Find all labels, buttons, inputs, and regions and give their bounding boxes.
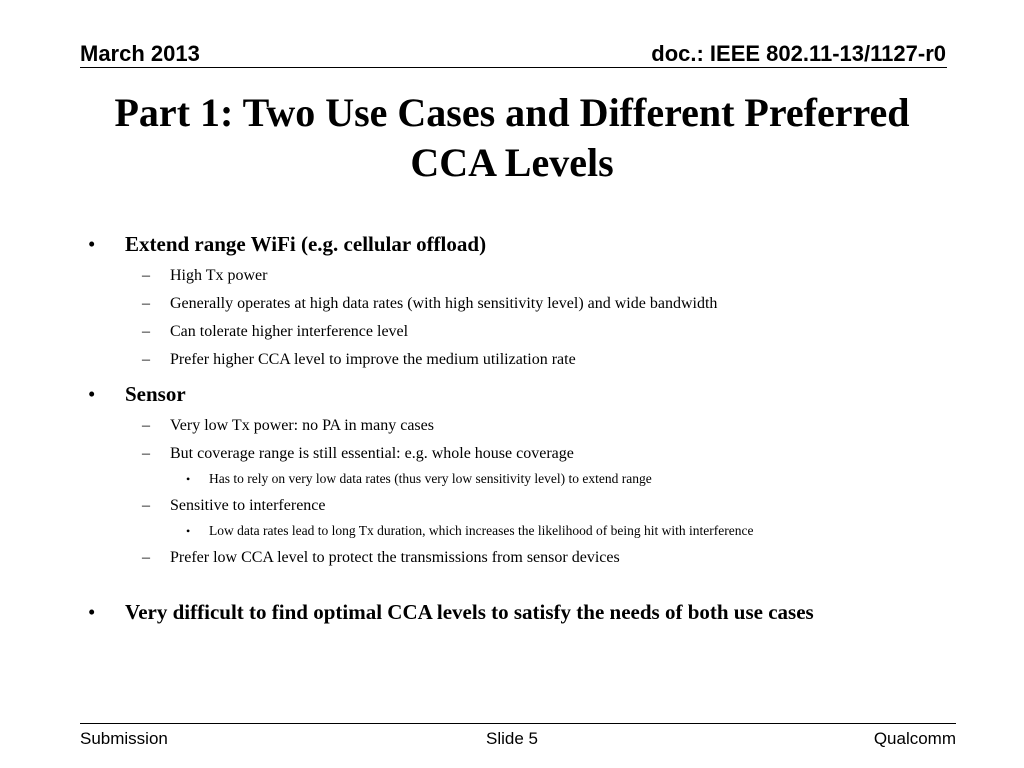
sub-bullet-text: But coverage range is still essential: e.g. whole house coverage [170, 445, 574, 462]
small-bullet-marker: • [186, 524, 191, 538]
sub-sub-bullet-text: Has to rely on very low data rates (thus very low sensitivity level) to extend range [209, 471, 652, 486]
slide-title: Part 1: Two Use Cases and Different Preferred CCA Levels [114, 90, 910, 185]
sub-bullet [88, 350, 988, 370]
sub-bullet [88, 322, 988, 342]
dash-marker: – [142, 295, 150, 312]
sub-bullet-text: Prefer low CCA level to protect the transmissions from sensor devices [170, 549, 620, 566]
header-date: March 2013 [80, 41, 200, 66]
sub-bullet [88, 496, 988, 516]
bullet-extend-range-wifi [88, 230, 988, 258]
sub-bullet [88, 444, 988, 464]
bullet-sensor [88, 380, 988, 408]
dash-marker: – [142, 323, 150, 340]
bullet-conclusion [88, 598, 988, 626]
slide-body [88, 230, 988, 626]
dash-marker: – [142, 417, 150, 434]
dash-marker: – [142, 351, 150, 368]
sub-bullet [88, 294, 988, 314]
bullet-text: Extend range WiFi (e.g. cellular offload) [125, 232, 487, 256]
sub-bullet [88, 548, 988, 568]
sub-bullet-text: Very low Tx power: no PA in many cases [170, 417, 434, 434]
sub-bullet-text: Generally operates at high data rates (with high sensitivity level) and wide bandwidth [170, 295, 718, 312]
header-doc-id: doc.: IEEE 802.11-13/1127-r0 [651, 41, 946, 66]
sub-bullet [88, 416, 988, 436]
footer-submission: Submission [80, 729, 168, 748]
footer-slide-number: Slide 5 [486, 729, 538, 748]
dash-marker: – [142, 267, 150, 284]
header-divider [80, 67, 947, 68]
small-bullet-marker: • [186, 472, 191, 486]
sub-bullet-text: High Tx power [170, 267, 268, 284]
dash-marker: – [142, 497, 150, 514]
bullet-marker: • [88, 232, 96, 256]
bullet-text: Very difficult to find optimal CCA levels to satisfy the needs of both use cases [125, 600, 814, 624]
sub-bullet [88, 266, 988, 286]
sub-sub-bullet [88, 522, 988, 540]
bullet-text: Sensor [125, 382, 186, 406]
dash-marker: – [142, 445, 150, 462]
sub-sub-bullet [88, 470, 988, 488]
footer-company: Qualcomm [873, 729, 956, 748]
footer-divider [80, 723, 956, 724]
sub-bullet-text: Prefer higher CCA level to improve the medium utilization rate [170, 351, 576, 368]
bullet-marker: • [88, 382, 96, 406]
dash-marker: – [142, 549, 150, 566]
sub-bullet-text: Sensitive to interference [170, 497, 326, 514]
sub-bullet-text: Can tolerate higher interference level [170, 323, 409, 340]
sub-sub-bullet-text: Low data rates lead to long Tx duration, which increases the likelihood of being hit with interference [209, 523, 754, 538]
bullet-marker: • [88, 600, 96, 624]
